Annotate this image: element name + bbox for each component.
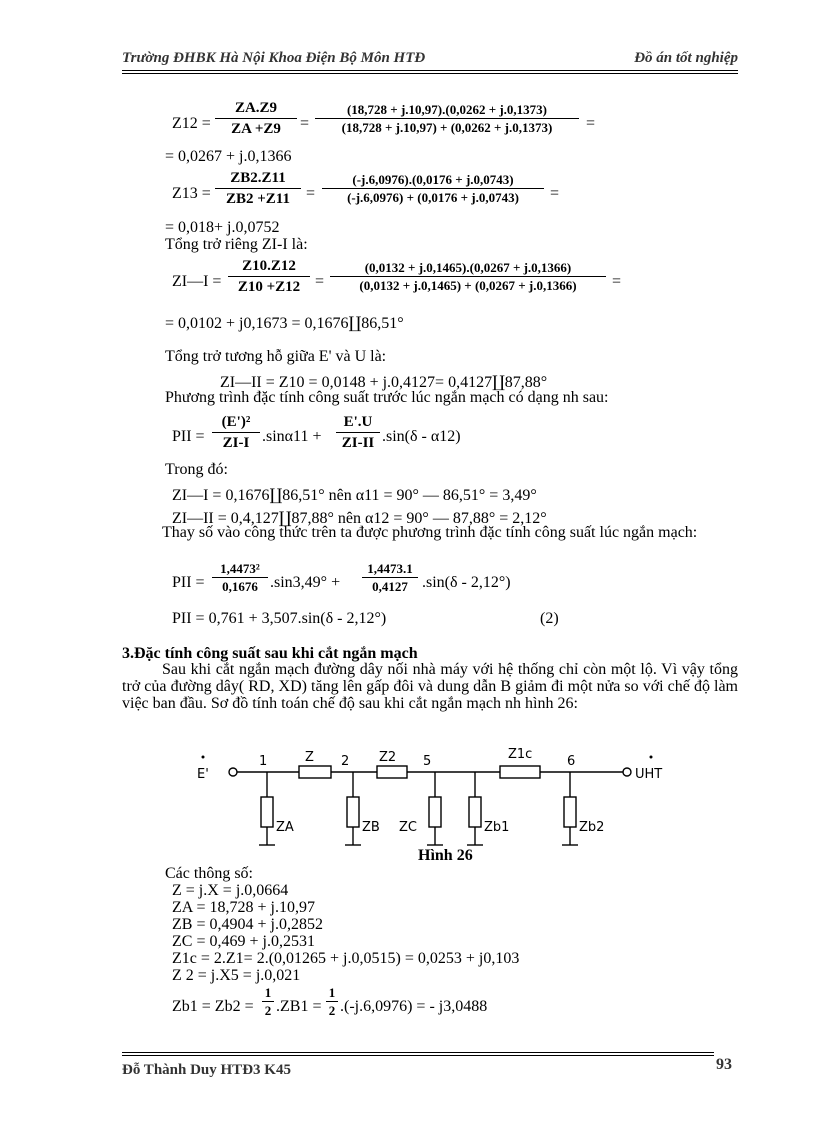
pnum-term2-den: 0,4127 — [362, 577, 418, 595]
diagram-node-1: 1 — [259, 754, 268, 769]
diagram-shunt-zb2: Zb2 — [579, 820, 605, 835]
diagram-shunt-za: ZA — [276, 820, 294, 835]
z13-eq: = — [306, 185, 316, 202]
z12-result: = 0,0267 + j.0,1366 — [165, 148, 292, 165]
z13-sym-den: ZB2 +Z11 — [215, 188, 301, 209]
p-term2-den: ZI-II — [336, 432, 380, 453]
pnum-term2-num: 1,4473.1 — [367, 561, 413, 576]
diagram-series-z2: Z2 — [379, 750, 397, 765]
zii-tail: = — [612, 273, 622, 290]
zb-fraction-1 — [262, 984, 274, 1019]
diagram-load-label: UHT — [635, 767, 663, 782]
diagram-shunt-zc: ZC — [399, 820, 417, 835]
footer-rule-2 — [122, 1055, 714, 1056]
p-lhs: PII = — [172, 428, 205, 445]
param-zb: ZB = 0,4904 + j.0,2852 — [172, 916, 323, 933]
p-term2-tail: .sin(δ - α12) — [382, 428, 461, 445]
pnum-term1-den: 0,1676 — [212, 577, 268, 595]
z13-sym-num: ZB2.Z11 — [230, 170, 286, 186]
z13-den: (-j.6,0976) + (0,0176 + j.0,0743) — [322, 188, 544, 206]
z13-lhs: Z13 = — [172, 185, 211, 202]
z12-sym-den: ZA +Z9 — [215, 118, 297, 139]
z13-symbolic-fraction — [215, 168, 301, 209]
p-term1-den: ZI-I — [212, 432, 260, 453]
zii-result: = 0,0102 + j0,1673 = 0,1676∐86,51° — [165, 315, 404, 332]
z12-eq: = — [300, 115, 310, 132]
pnum-lhs: PII = — [172, 574, 205, 591]
zii-symbolic-fraction — [228, 256, 310, 297]
self-impedance-label: Tổng trở riêng ZI-I là: — [165, 236, 308, 253]
final-equation-number: (2) — [540, 610, 559, 627]
p-term2-fraction — [336, 412, 380, 453]
param-za: ZA = 18,728 + j.10,97 — [172, 899, 315, 916]
zb-f2-num: 1 — [328, 985, 336, 1000]
z12-num: (18,728 + j.10,97).(0,0262 + j.0,1373) — [346, 102, 548, 117]
zii-eq: = — [315, 273, 325, 290]
substitution-paragraph: Thay số vào công thức trên ta được phương trình đặc tính công suất lúc ngắn mạch: — [162, 524, 698, 541]
header-rule — [122, 70, 738, 71]
zii-numeric-fraction — [330, 259, 606, 294]
param-z1c: Z1c = 2.Z1= 2.(0,01265 + j.0,0515) = 0,0253 + j0,103 — [172, 950, 520, 967]
final-equation: PII = 0,761 + 3,507.sin(δ - 2,12°) — [172, 610, 387, 627]
z13-tail: = — [550, 185, 560, 202]
zb-f2-den: 2 — [326, 1001, 338, 1019]
params-label: Các thông số: — [165, 865, 253, 882]
z12-lhs: Z12 = — [172, 115, 211, 132]
power-equation-label: Phương trình đặc tính công suất trước lúc ngắn mạch có dạng nh sau: — [165, 389, 609, 406]
where-line-1: ZI—I = 0,1676∐86,51° nên α11 = 90° — 86,51° = 3,49° — [172, 487, 537, 504]
diagram-shunt-zb: ZB — [362, 820, 380, 835]
zb-mid: .ZB1 = — [276, 998, 322, 1015]
zb-f1-den: 2 — [262, 1001, 274, 1019]
footer-rule — [122, 1052, 714, 1053]
where-line-2: ZI—II = 0,4,127∐87,88° nên α12 = 90° — 87,88° = 2,12° — [172, 510, 547, 527]
z12-den: (18,728 + j.10,97) + (0,0262 + j.0,1373) — [315, 118, 579, 136]
p-term1-num: (E')² — [221, 414, 251, 430]
section-paragraph: Sau khi cắt ngắn mạch đường dây nối nhà máy với hệ thống chỉ còn một lộ. Vì vậy tổng trở của đường dây( RD, XD) tăng lên gấp đôi và dung dẫn B giảm đi một nửa so với chế độ làm việc ban đầu. Sơ đồ tính toán chế độ sau khi cắt ngắn mạch nh hình 26: — [122, 661, 738, 712]
z13-result: = 0,018+ j.0,0752 — [165, 219, 280, 236]
pnum-term2-tail: .sin(δ - 2,12°) — [422, 574, 511, 591]
zb-lhs: Zb1 = Zb2 = — [172, 998, 254, 1015]
diagram-series-z1c: Z1c — [508, 747, 533, 762]
zb-tail: .(-j.6,0976) = - j3,0488 — [340, 998, 488, 1015]
z12-sym-num: ZA.Z9 — [234, 100, 278, 116]
param-z2: Z 2 = j.X5 = j.0,021 — [172, 967, 301, 984]
pnum-term1-tail: .sin3,49° + — [270, 574, 341, 591]
param-zc: ZC = 0,469 + j.0,2531 — [172, 933, 315, 950]
zii-num: (0,0132 + j.0,1465).(0,0267 + j.0,1366) — [364, 260, 572, 275]
pnum-term1-num: 1,4473² — [220, 561, 260, 576]
zii-sym-num: Z10.Z12 — [242, 258, 296, 274]
figure-caption: Hình 26 — [418, 847, 473, 864]
z13-numeric-fraction — [322, 171, 544, 206]
header-rule-2 — [122, 73, 738, 74]
z12-symbolic-fraction — [215, 98, 297, 139]
where-label: Trong đó: — [165, 461, 228, 478]
pnum-term2-fraction — [362, 560, 418, 595]
zi2-equation: ZI—II = Z10 = 0,0148 + j.0,4127= 0,4127∐87,88° — [220, 374, 548, 391]
diagram-shunt-zb1: Zb1 — [484, 820, 510, 835]
diagram-series-z: Z — [305, 750, 314, 765]
param-z: Z = j.X = j.0,0664 — [172, 882, 289, 899]
section-title: 3.Đặc tính công suất sau khi cắt ngắn mạch — [122, 645, 418, 662]
page-number: 93 — [716, 1056, 732, 1073]
z12-numeric-fraction — [315, 101, 579, 136]
pnum-term1-fraction — [212, 560, 268, 595]
zii-den: (0,0132 + j.0,1465) + (0,0267 + j.0,1366) — [330, 276, 606, 294]
p-term2-num: E'.U — [343, 414, 373, 430]
diagram-node-2: 2 — [341, 754, 350, 769]
footer-author: Đỗ Thành Duy HTĐ3 K45 — [122, 1062, 291, 1078]
params-list — [172, 882, 519, 984]
circuit-diagram — [175, 745, 695, 857]
p-term1-fraction — [212, 412, 260, 453]
z13-num: (-j.6,0976).(0,0176 + j.0,0743) — [352, 172, 514, 187]
mutual-impedance-label: Tổng trở tương hỗ giữa E' và U là: — [165, 348, 387, 365]
z12-tail: = — [586, 115, 596, 132]
p-term1-tail: .sinα11 + — [262, 428, 322, 445]
zb-f1-num: 1 — [264, 985, 272, 1000]
header-right: Đồ án tốt nghiệp — [634, 50, 738, 66]
zb-fraction-2 — [326, 984, 338, 1019]
zii-lhs: ZI—I = — [172, 273, 222, 290]
diagram-source-label: E' — [197, 767, 209, 782]
diagram-node-6: 6 — [567, 754, 576, 769]
zii-sym-den: Z10 +Z12 — [228, 276, 310, 297]
header-left: Trường ĐHBK Hà Nội Khoa Điện Bộ Môn HTĐ — [122, 50, 426, 66]
diagram-node-5: 5 — [423, 754, 432, 769]
